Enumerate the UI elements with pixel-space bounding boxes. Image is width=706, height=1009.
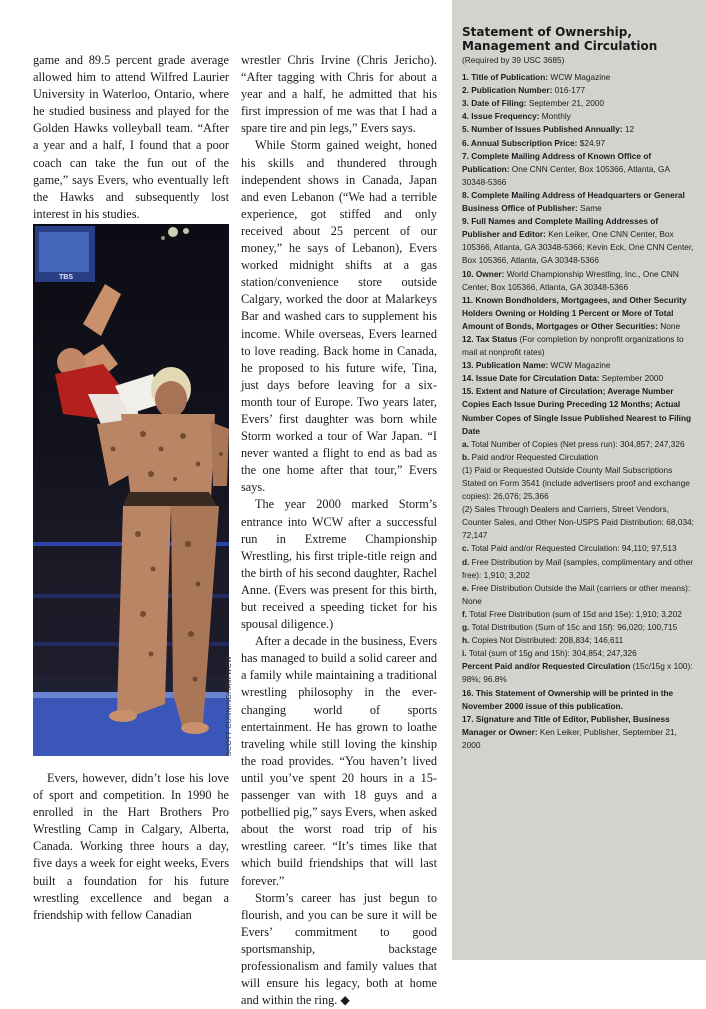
- statement-item-label: 17. Signature and Title of Editor, Publisher, Business Manager or Owner:: [462, 713, 670, 737]
- statement-item-label: f.: [462, 608, 468, 619]
- statement-item-value: Total Distribution (Sum of 15c and 15f): 96,020; 100,715: [469, 622, 678, 633]
- statement-item: [462, 110, 694, 123]
- statement-item: [462, 359, 694, 372]
- statement-item: [462, 97, 694, 110]
- statement-item-value: Paid and/or Requested Circulation: [469, 451, 599, 462]
- statement-item-value: September 2000: [599, 373, 664, 384]
- statement-item: [462, 385, 694, 437]
- statement-item-value: 016-177: [552, 85, 586, 96]
- statement-item: [462, 687, 694, 713]
- statement-item-label: a.: [462, 438, 469, 449]
- statement-item-label: g.: [462, 622, 470, 633]
- article-paragraph: wrestler Chris Irvine (Chris Jericho). “After tagging with Chris for about a year and a half, he admitted that his first impression of me was that I had a spare tire and pin legs,” Evers says.: [241, 53, 437, 136]
- sidebar-subtitle: (Required by 39 USC 3685): [462, 55, 565, 65]
- statement-item-label: h.: [462, 635, 470, 646]
- statement-item-label: 11. Known Bondholders, Mortgagees, and Other Security Holders Owning or Holding 1 Percent or More of Total Amount of Bonds, Mortgages or Other Securities:: [462, 294, 687, 331]
- statement-item: [462, 84, 694, 97]
- statement-item: [462, 71, 694, 84]
- article-paragraph: game and 89.5 percent grade average allowed him to attend Wilfred Laurier University in Waterloo, Ontario, where he studied business and played for the Golden Hawks volleyball team. “After a year and a half, I found that a poor coach can take the fun out of the game,” says Evers, who eventually left the Hawks and subsequently lost interest in his studies.: [33, 53, 229, 221]
- statement-item: [462, 123, 694, 136]
- statement-item-value: WCW Magazine: [548, 72, 611, 83]
- statement-item-value: (1) Paid or Requested Outside County Mail Subscriptions Stated on Form 3541 (include advertisers proof and exchange copies): 26,076; 25,366: [462, 464, 690, 502]
- statement-item: [462, 294, 694, 333]
- article-paragraph: Storm’s career has just begun to flourish, and you can be sure it will be Evers’ commitment to good sportsmanship, backstage professionalism and family values that will ensure his legacy, both at home and within the ring. ◆: [241, 890, 437, 1008]
- statement-item-label: 1. Title of Publication:: [462, 72, 549, 83]
- statement-item-label: 6. Annual Subscription Price:: [462, 137, 578, 148]
- statement-item-label: 14. Issue Date for Circulation Data:: [462, 373, 600, 384]
- statement-item: [462, 464, 694, 503]
- article-paragraph: The year 2000 marked Storm’s entrance into WCW after a successful run in Extreme Championship Wrestling, his first triple-title reign and the birth of his second daughter, Rachel Anne. (Evers was present for this birth, but received a speeding ticket for his spousal diligence.): [241, 497, 437, 632]
- statement-item: [462, 713, 694, 752]
- article-column-middle: [241, 52, 437, 1009]
- statement-item: [462, 582, 694, 608]
- statement-item-value: September 21, 2000: [526, 98, 605, 109]
- statement-item-label: 15. Extent and Nature of Circulation; Average Number Copies Each Issue During Preceding 12 Months; Actual Number Copes of Single Issue Published Nearest to Filing Date: [462, 386, 692, 436]
- statement-item-value: Free Distribution Outside the Mail (carriers or other means): None: [462, 582, 691, 606]
- statement-item: [462, 542, 694, 555]
- statement-item-label: d.: [462, 556, 470, 567]
- statement-item-label: b.: [462, 451, 470, 462]
- photo-credit: SCOTT CUNNINGHAM/WCW: [226, 656, 233, 756]
- ownership-statement-sidebar: [452, 0, 706, 960]
- statement-item-value: None: [657, 320, 681, 331]
- statement-item-value: 12: [622, 124, 635, 135]
- statement-item-value: WCW Magazine: [548, 360, 611, 371]
- statement-item: [462, 634, 694, 647]
- statement-item-label: e.: [462, 582, 469, 593]
- statement-item-label: 4. Issue Frequency:: [462, 111, 540, 122]
- article-paragraph: Evers, however, didn’t lose his love of sport and competition. In 1990 he enrolled in the Hart Brothers Pro Wrestling Camp in Calgary, Alberta, Canada. Working three hours a day, five days a week for eight weeks, Evers built a foundation for his future wrestling excellence and began a friendship with fellow Canadian: [33, 771, 229, 922]
- statement-item: [462, 556, 694, 582]
- statement-item-label: c.: [462, 543, 469, 554]
- statement-item: [462, 647, 694, 660]
- statement-item-label: 16. This Statement of Ownership will be printed in the November 2000 issue of this publication.: [462, 687, 674, 711]
- statement-item: [462, 215, 694, 267]
- statement-item-label: 9. Full Names and Complete Mailing Addresses of Publisher and Editor:: [462, 216, 659, 240]
- statement-item-value: Same: [577, 203, 602, 214]
- statement-item-value: Ken Leiker, One CNN Center, Box 105366, Atlanta, GA 30348-5366; Kevin Eck, One CNN Center, Box 105366, Atlanta, GA 30348-5366: [462, 229, 694, 266]
- statement-item: [462, 621, 694, 634]
- statement-item-value: World Championship Wrestling, Inc., One CNN Center, Box 105366, Atlanta, GA 30348-5366: [462, 268, 679, 292]
- statement-item: [462, 503, 694, 542]
- statement-item: [462, 150, 694, 189]
- article-paragraph: While Storm gained weight, honed his skills and thundered through independent shows in Canada, Japan and even Lebanon (“We had a terrible experience, got stiffed and only received about 25 percent of our money,” he says of Lebanon), Evers worked midnight shifts at a gas station/convenience store outside Calgary, worked the door at Malarkeys Bar and washed cars to supplement his income. While overseas, Evers learned to love reading. Back home in Canada, he proposed to his future wife, Tina, just days before leaving for a six-month tour of Europe. Two years later, Evers’ first daughter was born while Storm worked a tour of War Japan. “I never wanted a flight to end as bad as the one home after that tour,” Evers says.: [241, 138, 437, 495]
- statement-item-value: Copies Not Distributed: 208,834; 146,611: [469, 635, 624, 646]
- statement-item-value: Monthly: [539, 111, 571, 122]
- sidebar-title: Statement of Ownership, Management and Circulation: [462, 25, 658, 53]
- statement-item-label: 8. Complete Mailing Address of Headquarters or General Business Office of Publisher:: [462, 189, 685, 214]
- statement-item-label: Percent Paid and/or Requested Circulation: [462, 661, 631, 672]
- wrestling-photo: [33, 224, 229, 756]
- statement-item-value: (For completion by nonprofit organizations to mail at nonprofit rates): [462, 333, 684, 358]
- statement-item: [462, 268, 694, 294]
- statement-item-label: i.: [462, 648, 467, 659]
- statement-item-label: 10. Owner:: [462, 268, 505, 279]
- statement-item: [462, 438, 694, 451]
- statement-item-value: One CNN Center, Box 105366, Atlanta, GA 30348-5366: [462, 163, 670, 187]
- article-paragraph: After a decade in the business, Evers has managed to build a solid career and a family while maintaining a traditional wrestling philosophy in the ever-changing world of sports entertainment. He has grown to loathe traveling while still loving the kinship the road provides. “You haven’t lived until you’ve spent 20 hours in a 15-passenger van with 18 guys and a potbellied pig,” says Evers, when asked about the worst road trip of his wrestling career. “It’s times like that which build friendships that will last forever.”: [241, 634, 437, 888]
- statement-item-value: Free Distribution by Mail (samples, complimentary and other free): 1,910; 3,202: [462, 556, 694, 580]
- statement-item: [462, 608, 694, 621]
- statement-item-value: Total Free Distribution (sum of 15d and 15e): 1,910; 3,202: [467, 608, 682, 619]
- statement-item-label: 12. Tax Status: [462, 333, 518, 344]
- statement-items: [462, 71, 694, 752]
- statement-item: [462, 137, 694, 150]
- statement-item: [462, 660, 694, 686]
- statement-item-label: 13. Publication Name:: [462, 360, 549, 371]
- statement-item-label: 3. Date of Filing:: [462, 98, 527, 109]
- statement-item-label: 2. Publication Number:: [462, 85, 553, 96]
- statement-item-value: $24.97: [577, 137, 606, 148]
- statement-item-label: 7. Complete Mailing Address of Known Office of Publication:: [462, 150, 652, 174]
- statement-item-value: Total (sum of 15g and 15h): 304,854; 247,326: [466, 648, 637, 659]
- statement-item-value: Total Number of Copies (Net press run): 304,857; 247,326: [468, 438, 685, 449]
- statement-item-value: (2) Sales Through Dealers and Carriers, Street Vendors, Counter Sales, and Other Non-USPS Paid Distribution: 68,034; 72,147: [462, 504, 694, 541]
- statement-item: [462, 451, 694, 464]
- statement-item-label: 5. Number of Issues Published Annually:: [462, 124, 623, 135]
- statement-item: [462, 333, 694, 359]
- statement-item: [462, 189, 694, 215]
- tbs-logo: TBS: [59, 274, 73, 281]
- statement-item-value: (15c/15g x 100): 98%; 96.8%: [462, 661, 693, 685]
- statement-item: [462, 372, 694, 385]
- statement-item-value: Ken Leiker, Publisher, September 21, 2000: [462, 726, 677, 750]
- statement-item-value: Total Paid and/or Requested Circulation: 94,110; 97,513: [468, 543, 677, 554]
